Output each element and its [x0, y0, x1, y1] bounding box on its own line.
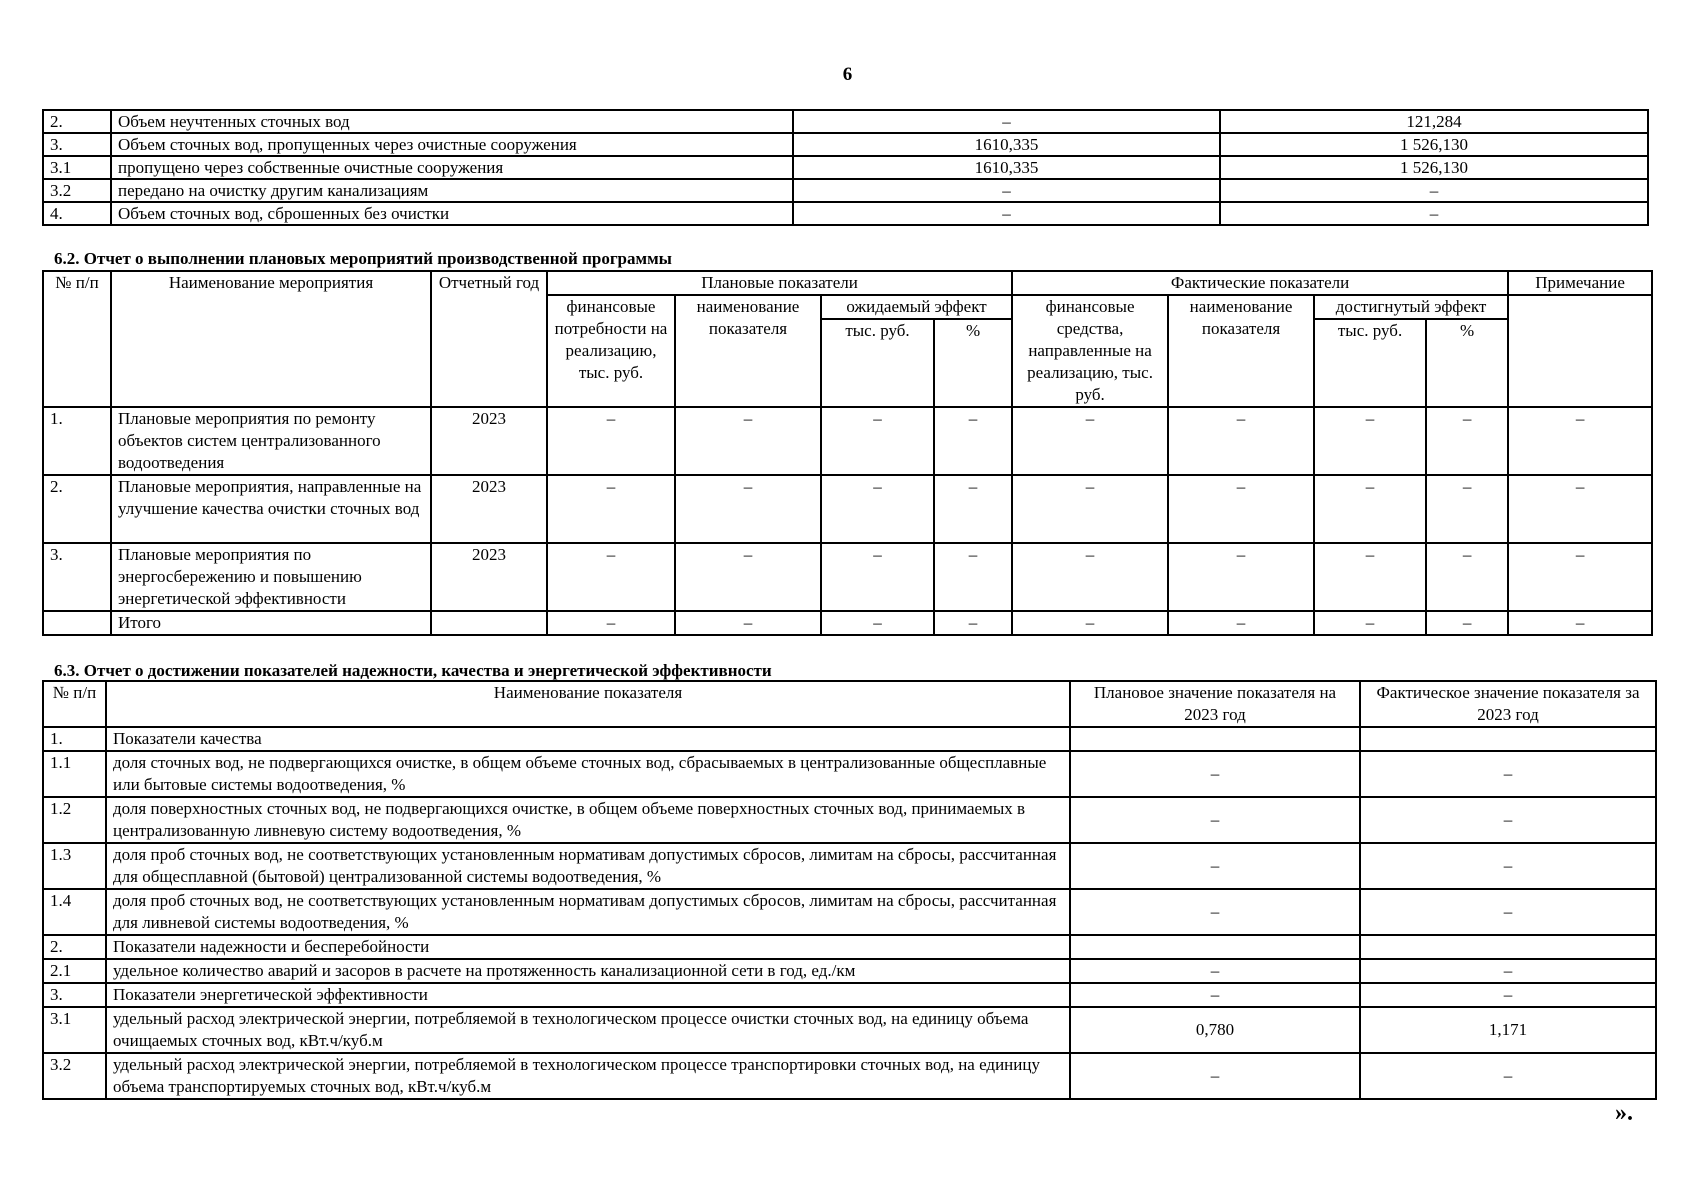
page-number: 6	[842, 64, 853, 85]
row-cell: –	[1314, 611, 1426, 635]
row-name: удельный расход электрической энергии, потребляемой в технологическом процессе транспортировки сточных вод, на единицу объема транспортируемых сточных вод, кВт.ч/куб.м	[106, 1053, 1070, 1099]
table-row	[43, 407, 1652, 475]
row-number: 1.2	[43, 797, 106, 843]
row-plan: –	[1070, 1053, 1360, 1099]
table-row	[43, 156, 1648, 179]
table-row	[43, 983, 1656, 1007]
row-value-plan: 1610,335	[793, 156, 1220, 179]
row-cell: –	[675, 611, 821, 635]
row-number: 3.2	[43, 1053, 106, 1099]
row-fact: –	[1360, 751, 1656, 797]
row-year: 2023	[431, 543, 547, 611]
row-cell: –	[821, 543, 934, 611]
row-cell: –	[1168, 475, 1314, 543]
table-row	[43, 543, 1652, 611]
row-cell: –	[547, 611, 675, 635]
row-name: Плановые мероприятия по энергосбережению и повышению энергетической эффективности	[111, 543, 431, 611]
header-note: Примечание	[1508, 271, 1652, 295]
row-number: 1.	[43, 727, 106, 751]
table-row	[43, 959, 1656, 983]
header-thous-rub-plan: тыс. руб.	[821, 319, 934, 407]
row-cell: –	[934, 475, 1012, 543]
planned-measures-table	[42, 270, 1653, 636]
row-name: Объем сточных вод, пропущенных через очистные сооружения	[111, 133, 793, 156]
row-number: 2.1	[43, 959, 106, 983]
header-fin-funds: финансовые средства, направленные на реализацию, тыс. руб.	[1012, 295, 1168, 407]
table-row	[43, 475, 1652, 543]
row-value-plan: –	[793, 179, 1220, 202]
row-fact: –	[1360, 1053, 1656, 1099]
row-number: 2.	[43, 110, 111, 133]
row-number: 2.	[43, 935, 106, 959]
row-number: 3.2	[43, 179, 111, 202]
row-cell: –	[1508, 611, 1652, 635]
row-value-fact: –	[1220, 179, 1648, 202]
table-row	[43, 202, 1648, 225]
header-percent-plan: %	[934, 319, 1012, 407]
row-cell: –	[1426, 475, 1508, 543]
row-year: 2023	[431, 475, 547, 543]
header-name: Наименование мероприятия	[111, 271, 431, 407]
row-fact: –	[1360, 889, 1656, 935]
section-title-6-3: 6.3. Отчет о достижении показателей надежности, качества и энергетической эффективности	[54, 661, 772, 680]
row-cell: –	[547, 543, 675, 611]
row-number: 3.	[43, 133, 111, 156]
row-plan	[1070, 727, 1360, 751]
row-fact: –	[1360, 959, 1656, 983]
table-row	[43, 1007, 1656, 1053]
row-value-plan: –	[793, 110, 1220, 133]
row-value-plan: –	[793, 202, 1220, 225]
row-name: доля проб сточных вод, не соответствующих установленным нормативам допустимых сбросов, лимитам на сбросы, рассчитанная для ливневой системы водоотведения, %	[106, 889, 1070, 935]
row-number: 4.	[43, 202, 111, 225]
row-number: 1.3	[43, 843, 106, 889]
row-cell: –	[675, 543, 821, 611]
row-cell: –	[547, 475, 675, 543]
row-value-plan: 1610,335	[793, 133, 1220, 156]
header-note-empty	[1508, 295, 1652, 407]
row-name: доля сточных вод, не подвергающихся очистке, в общем объеме сточных вод, сбрасываемых в централизованные общесплавные или бытовые системы водоотведения, %	[106, 751, 1070, 797]
row-year	[431, 611, 547, 635]
row-cell: –	[1012, 611, 1168, 635]
row-fact: 1,171	[1360, 1007, 1656, 1053]
header-plan: Плановое значение показателя на 2023 год	[1070, 681, 1360, 727]
row-cell: –	[1012, 475, 1168, 543]
row-number	[43, 611, 111, 635]
row-name: пропущено через собственные очистные сооружения	[111, 156, 793, 179]
row-fact: –	[1360, 983, 1656, 1007]
table-row	[43, 611, 1652, 635]
row-name: Показатели качества	[106, 727, 1070, 751]
row-plan: –	[1070, 889, 1360, 935]
row-cell: –	[1012, 543, 1168, 611]
row-cell: –	[934, 543, 1012, 611]
table-row	[43, 110, 1648, 133]
row-name: Объем неучтенных сточных вод	[111, 110, 793, 133]
row-cell: –	[821, 611, 934, 635]
row-cell: –	[1508, 407, 1652, 475]
row-name: Плановые мероприятия по ремонту объектов систем централизованного водоотведения	[111, 407, 431, 475]
row-name: Плановые мероприятия, направленные на улучшение качества очистки сточных вод	[111, 475, 431, 543]
row-value-fact: –	[1220, 202, 1648, 225]
header-indicator-name-plan: наименование показателя	[675, 295, 821, 407]
row-number: 2.	[43, 475, 111, 543]
row-number: 1.1	[43, 751, 106, 797]
row-value-fact: 1 526,130	[1220, 133, 1648, 156]
table-row	[43, 843, 1656, 889]
row-cell: –	[675, 407, 821, 475]
header-percent-fact: %	[1426, 319, 1508, 407]
row-plan: –	[1070, 983, 1360, 1007]
row-plan: –	[1070, 959, 1360, 983]
header-achieved-effect: достигнутый эффект	[1314, 295, 1508, 319]
closing-quote: ».	[1615, 1100, 1633, 1126]
table-row	[43, 179, 1648, 202]
row-cell: –	[1168, 611, 1314, 635]
row-cell: –	[547, 407, 675, 475]
header-thous-rub-fact: тыс. руб.	[1314, 319, 1426, 407]
row-number: 3.1	[43, 156, 111, 179]
row-plan: –	[1070, 751, 1360, 797]
row-cell: –	[934, 407, 1012, 475]
row-cell: –	[1314, 475, 1426, 543]
row-cell: –	[1426, 543, 1508, 611]
table-row	[43, 1053, 1656, 1099]
row-number: 3.1	[43, 1007, 106, 1053]
row-cell: –	[821, 407, 934, 475]
row-cell: –	[1426, 407, 1508, 475]
row-cell: –	[934, 611, 1012, 635]
row-name: Объем сточных вод, сброшенных без очистки	[111, 202, 793, 225]
row-name: Показатели энергетической эффективности	[106, 983, 1070, 1007]
row-fact: –	[1360, 797, 1656, 843]
row-fact	[1360, 935, 1656, 959]
row-cell: –	[1426, 611, 1508, 635]
table-row	[43, 935, 1656, 959]
row-fact: –	[1360, 843, 1656, 889]
row-cell: –	[1508, 543, 1652, 611]
row-value-fact: 121,284	[1220, 110, 1648, 133]
row-cell: –	[1314, 543, 1426, 611]
row-cell: –	[1508, 475, 1652, 543]
row-number: 1.	[43, 407, 111, 475]
row-number: 3.	[43, 983, 106, 1007]
row-name: Итого	[111, 611, 431, 635]
indicators-table	[42, 680, 1657, 1100]
row-cell: –	[675, 475, 821, 543]
row-plan: –	[1070, 843, 1360, 889]
row-plan	[1070, 935, 1360, 959]
header-planned: Плановые показатели	[547, 271, 1012, 295]
wastewater-volume-table	[42, 109, 1649, 226]
header-actual: Фактические показатели	[1012, 271, 1508, 295]
table-row	[43, 751, 1656, 797]
row-cell: –	[821, 475, 934, 543]
header-expected-effect: ожидаемый эффект	[821, 295, 1012, 319]
header-name: Наименование показателя	[106, 681, 1070, 727]
row-cell: –	[1012, 407, 1168, 475]
row-fact	[1360, 727, 1656, 751]
row-plan: 0,780	[1070, 1007, 1360, 1053]
table-row	[43, 133, 1648, 156]
table-row	[43, 889, 1656, 935]
row-name: Показатели надежности и бесперебойности	[106, 935, 1070, 959]
row-cell: –	[1168, 543, 1314, 611]
header-year: Отчетный год	[431, 271, 547, 407]
table-row	[43, 797, 1656, 843]
header-indicator-name-fact: наименование показателя	[1168, 295, 1314, 407]
row-name: доля проб сточных вод, не соответствующих установленным нормативам допустимых сбросов, лимитам на сбросы, рассчитанная для общесплавной (бытовой) централизованной системы водоотведения, %	[106, 843, 1070, 889]
row-cell: –	[1168, 407, 1314, 475]
row-name: доля поверхностных сточных вод, не подвергающихся очистке, в общем объеме поверхностных сточных вод, принимаемых в централизованную ливневую систему водоотведения, %	[106, 797, 1070, 843]
header-fin-needs: финансовые потребности на реализацию, тыс. руб.	[547, 295, 675, 407]
row-value-fact: 1 526,130	[1220, 156, 1648, 179]
row-plan: –	[1070, 797, 1360, 843]
header-num: № п/п	[43, 271, 111, 407]
row-number: 3.	[43, 543, 111, 611]
row-name: удельный расход электрической энергии, потребляемой в технологическом процессе очистки сточных вод, на единицу объема очищаемых сточных вод, кВт.ч/куб.м	[106, 1007, 1070, 1053]
row-year: 2023	[431, 407, 547, 475]
header-fact: Фактическое значение показателя за 2023 год	[1360, 681, 1656, 727]
row-cell: –	[1314, 407, 1426, 475]
section-title-6-2: 6.2. Отчет о выполнении плановых мероприятий производственной программы	[54, 249, 672, 268]
row-name: передано на очистку другим канализациям	[111, 179, 793, 202]
header-num: № п/п	[43, 681, 106, 727]
table-row	[43, 727, 1656, 751]
row-name: удельное количество аварий и засоров в расчете на протяженность канализационной сети в год, ед./км	[106, 959, 1070, 983]
row-number: 1.4	[43, 889, 106, 935]
